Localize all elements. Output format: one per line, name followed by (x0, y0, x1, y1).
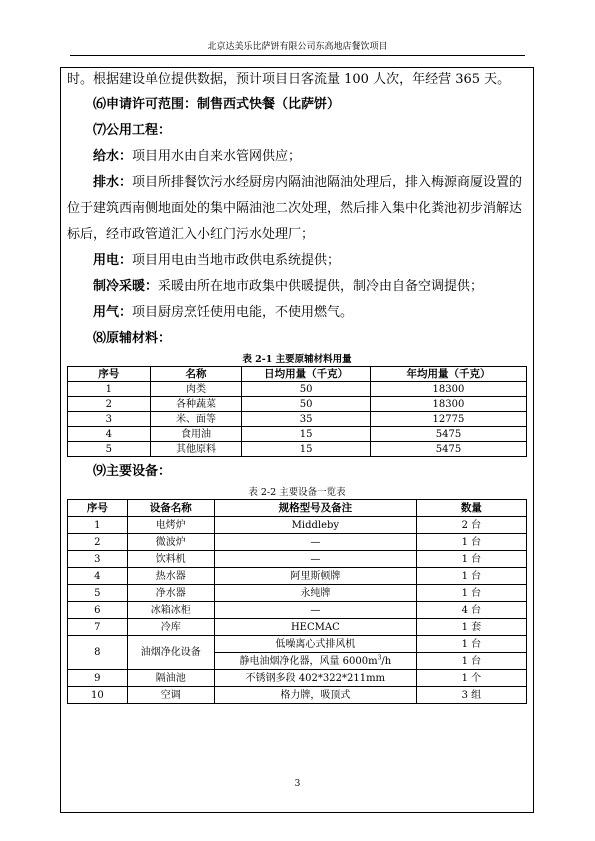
equipment-table (67, 499, 527, 704)
table-cell: 其他原料 (150, 442, 242, 457)
table-row (68, 687, 527, 704)
table-row (68, 534, 527, 551)
text-electricity: 项目用电由当地市政供电系统提供； (132, 253, 341, 268)
table-row (68, 636, 527, 653)
table-cell: 电烤炉 (127, 517, 214, 534)
content-frame (60, 67, 534, 813)
spec-text: 静电油烟净化器，风量 6000m (239, 655, 378, 667)
table-cell: 低噪离心式排风机 (214, 636, 416, 653)
label-hvac: 制冷采暖： (93, 279, 159, 294)
table-cell: 隔油池 (127, 670, 214, 687)
table-cell: 12775 (370, 412, 526, 427)
table-row (68, 670, 527, 687)
header-rule (70, 55, 525, 56)
table-header-cell: 日均用量（千克） (242, 367, 371, 382)
table-cell: 2 (68, 534, 128, 551)
table-row (68, 427, 527, 442)
table-cell: 1 套 (416, 619, 526, 636)
table-row (68, 551, 527, 568)
table-header-cell: 规格型号及备注 (214, 500, 416, 517)
table-cell: 格力牌，吸顶式 (214, 687, 416, 704)
spec-unit: /h (381, 655, 392, 667)
table-cell: 1 台 (416, 585, 526, 602)
text-water-supply: 项目用水由自来水管网供应； (132, 149, 302, 164)
table-row (68, 517, 527, 534)
table-header-cell: 数量 (416, 500, 526, 517)
page-header: 北京达美乐比萨饼有限公司东高地店餐饮项目 (207, 42, 388, 52)
table-cell: 2 (68, 397, 151, 412)
table-cell: 1 台 (416, 653, 526, 670)
table-header-row (68, 367, 527, 382)
table-cell: 3 (68, 551, 128, 568)
table-cell: 4 (68, 427, 151, 442)
table-cell: 50 (242, 397, 371, 412)
table-cell: 阿里斯顿牌 (214, 568, 416, 585)
table-header-cell: 名称 (150, 367, 242, 382)
table-cell: 4 (68, 568, 128, 585)
table-cell: 5475 (370, 427, 526, 442)
paragraph-daily-visitors: 时。根据建设单位提供数据，预计项目日客流量 100 人次，年经营 365 天。 (67, 72, 511, 87)
table-cell (214, 653, 416, 670)
table-cell: 5 (68, 585, 128, 602)
table-header-row (68, 500, 527, 517)
table-row (68, 585, 527, 602)
table-cell: 5 (68, 442, 151, 457)
heading-raw-materials: ⑻原辅材料： (93, 331, 172, 346)
paragraph-gas (67, 300, 527, 326)
table-cell: 5475 (370, 442, 526, 457)
table-cell: 18300 (370, 397, 526, 412)
table-cell: 7 (68, 619, 128, 636)
table-row (68, 382, 527, 397)
table-cell: 3 (68, 412, 151, 427)
table-row (68, 568, 527, 585)
table-cell: 35 (242, 412, 371, 427)
table-cell: 1 个 (416, 670, 526, 687)
table-cell: 米、面等 (150, 412, 242, 427)
table2-caption: 表 2-2 主要设备一览表 (248, 487, 346, 498)
table-row (68, 619, 527, 636)
table-cell: — (214, 534, 416, 551)
table-cell: 1 台 (416, 551, 526, 568)
table-cell: 热水器 (127, 568, 214, 585)
table-cell: 冷库 (127, 619, 214, 636)
paragraph-water-supply (67, 144, 527, 170)
page-number: 3 (294, 779, 301, 789)
table-row (68, 442, 527, 457)
table-cell: 饮料机 (127, 551, 214, 568)
table-cell: 15 (242, 442, 371, 457)
table-cell: 50 (242, 382, 371, 397)
table-cell: 18300 (370, 382, 526, 397)
table-cell: 油烟净化设备 (127, 636, 214, 670)
table-cell: 15 (242, 427, 371, 442)
table-cell: 微波炉 (127, 534, 214, 551)
paragraph-drainage (67, 170, 527, 248)
label-drainage: 排水： (93, 175, 133, 190)
label-electricity: 用电： (93, 253, 133, 268)
table-cell: 1 台 (416, 534, 526, 551)
text-drainage: 项目所排餐饮污水经厨房内隔油池隔油处理后，排入梅源商厦设置的位于建筑西南侧地面处的集中隔油池二次处理，然后排入集中化粪池初步消解达标后，经市政管道汇入小红门污水处理厂； (67, 175, 523, 242)
table-cell: 2 台 (416, 517, 526, 534)
table-cell: 1 (68, 517, 128, 534)
table-cell: — (214, 602, 416, 619)
content-body (61, 68, 533, 704)
table-header-cell: 序号 (68, 500, 128, 517)
table-cell: HECMAC (214, 619, 416, 636)
table-row (68, 602, 527, 619)
table-cell: 各种蔬菜 (150, 397, 242, 412)
paragraph-electricity (67, 248, 527, 274)
table-cell: — (214, 551, 416, 568)
table-cell: 净水器 (127, 585, 214, 602)
superscript: 3 (377, 654, 382, 662)
paragraph-hvac (67, 274, 527, 300)
table-cell: 永纯牌 (214, 585, 416, 602)
table1-caption: 表 2-1 主要原辅材料用量 (242, 354, 352, 365)
table-cell: 不锈钢多段 402*322*211mm (214, 670, 416, 687)
table-header-cell: 年均用量（千克） (370, 367, 526, 382)
table-cell: 4 台 (416, 602, 526, 619)
table-cell: 6 (68, 602, 128, 619)
table-cell: 1 (68, 382, 151, 397)
table-cell: Middleby (214, 517, 416, 534)
heading-utilities: ⑺公用工程： (93, 123, 172, 138)
table-row (68, 412, 527, 427)
heading-license-scope: ⑹申请许可范围：制售西式快餐（比萨饼） (93, 97, 341, 112)
table-cell: 9 (68, 670, 128, 687)
table-cell: 10 (68, 687, 128, 704)
table-cell: 1 台 (416, 568, 526, 585)
text-gas: 项目厨房烹饪使用电能，不使用燃气。 (132, 305, 354, 320)
text-hvac: 采暖由所在地市政集中供暖提供，制冷由自备空调提供； (158, 279, 484, 294)
heading-main-equipment: ⑼主要设备： (93, 464, 172, 479)
table-cell: 冰箱冰柜 (127, 602, 214, 619)
table-cell: 3 组 (416, 687, 526, 704)
table-cell: 1 台 (416, 636, 526, 653)
table-cell: 食用油 (150, 427, 242, 442)
raw-materials-table (67, 366, 527, 457)
table-header-cell: 设备名称 (127, 500, 214, 517)
table-cell: 肉类 (150, 382, 242, 397)
label-water-supply: 给水： (93, 149, 133, 164)
table-cell: 空调 (127, 687, 214, 704)
table-cell: 8 (68, 636, 128, 670)
label-gas: 用气： (93, 305, 133, 320)
table-row (68, 397, 527, 412)
table-header-cell: 序号 (68, 367, 151, 382)
